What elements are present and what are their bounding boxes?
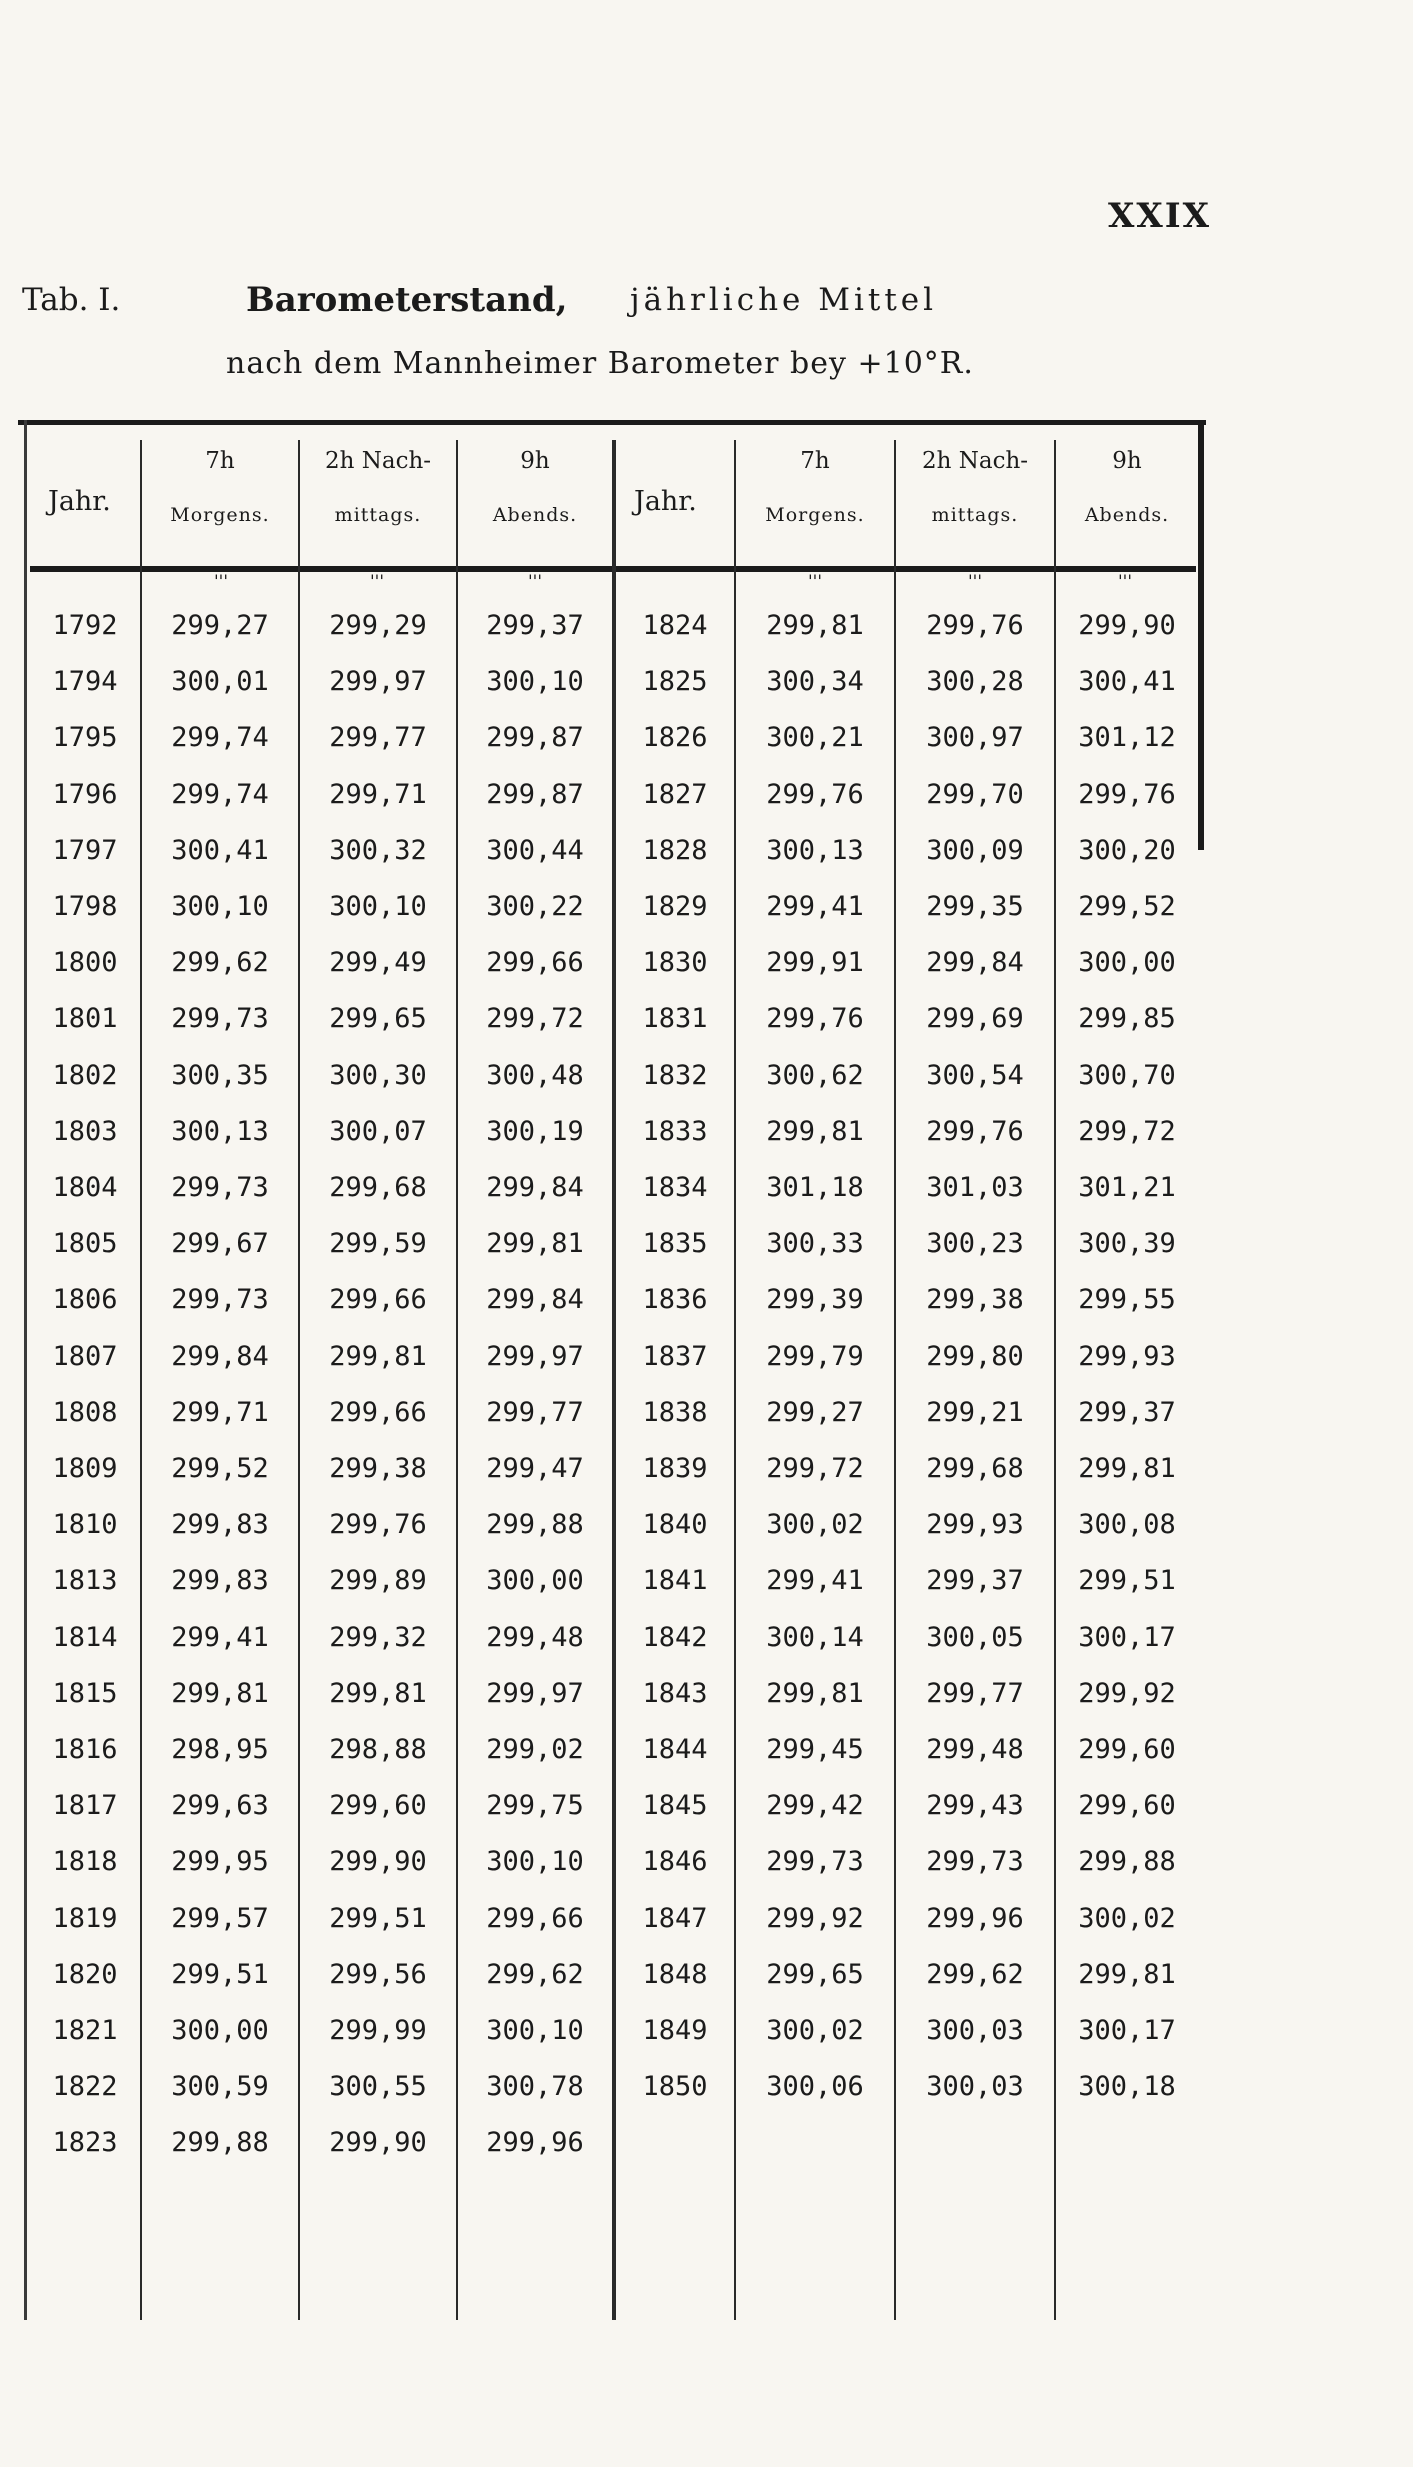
- evening-cell: 300,70: [1078, 1059, 1176, 1091]
- morning-cell: 299,73: [171, 1172, 269, 1203]
- afternoon-cell: 299,21: [926, 1396, 1024, 1428]
- evening-cell: 299,88: [486, 1509, 584, 1541]
- header-evening-left: [458, 448, 612, 526]
- evening-cell: 299,51: [1078, 1565, 1176, 1597]
- evening-cell: 299,76: [1078, 778, 1176, 810]
- year-cell: 1837: [642, 1340, 708, 1372]
- afternoon-cell: 299,77: [329, 722, 427, 754]
- year-cell: 1796: [52, 778, 118, 810]
- table-row: [0, 1453, 1413, 1509]
- morning-cell: 299,73: [766, 1846, 864, 1878]
- evening-cell: 300,19: [486, 1115, 584, 1147]
- table-row: [0, 2071, 1413, 2127]
- evening-cell: 299,97: [486, 1677, 584, 1709]
- afternoon-cell: 299,65: [329, 1003, 427, 1035]
- header-morning-bottom: Morgens.: [170, 504, 270, 526]
- table-row: [0, 722, 1413, 778]
- afternoon-cell: 299,70: [926, 778, 1024, 810]
- year-cell: 1843: [642, 1677, 708, 1709]
- year-cell: 1817: [52, 1790, 118, 1822]
- evening-cell: 300,10: [486, 666, 584, 698]
- year-cell: 1797: [52, 834, 118, 866]
- morning-cell: 299,72: [766, 1453, 864, 1484]
- evening-cell: 299,81: [1078, 1453, 1176, 1484]
- afternoon-cell: 298,88: [329, 1734, 427, 1765]
- table-row: [0, 1790, 1413, 1846]
- afternoon-cell: 300,23: [926, 1228, 1024, 1260]
- afternoon-cell: 299,71: [329, 778, 427, 810]
- afternoon-cell: 299,76: [329, 1509, 427, 1541]
- header-afternoon-bottom: mittags.: [334, 504, 422, 526]
- afternoon-cell: 299,80: [926, 1340, 1024, 1372]
- header-afternoon-top: 2h Nach-: [921, 448, 1029, 474]
- morning-cell: 299,76: [766, 778, 864, 810]
- morning-cell: 299,42: [766, 1790, 864, 1822]
- table-top-rule: [18, 420, 1206, 425]
- evening-cell: 300,18: [1078, 2071, 1176, 2103]
- table-row: [0, 779, 1413, 835]
- year-cell: 1827: [642, 778, 708, 810]
- morning-cell: 300,62: [766, 1059, 864, 1091]
- year-cell: 1809: [52, 1453, 118, 1484]
- evening-cell: 300,39: [1078, 1228, 1176, 1260]
- evening-cell: 299,72: [486, 1003, 584, 1035]
- year-cell: 1805: [52, 1228, 118, 1260]
- table-row: [0, 1903, 1413, 1959]
- morning-cell: 299,41: [766, 891, 864, 922]
- evening-cell: 299,84: [486, 1172, 584, 1203]
- morning-cell: 299,57: [171, 1902, 269, 1934]
- year-cell: 1826: [642, 722, 708, 754]
- afternoon-cell: 299,68: [926, 1453, 1024, 1484]
- morning-cell: 300,01: [171, 666, 269, 698]
- year-cell: 1801: [52, 1003, 118, 1035]
- year-cell: 1792: [52, 610, 118, 641]
- morning-cell: 299,62: [171, 947, 269, 979]
- table-row: [0, 1397, 1413, 1453]
- morning-cell: 300,06: [766, 2071, 864, 2103]
- afternoon-cell: 300,10: [329, 891, 427, 922]
- year-cell: 1816: [52, 1734, 118, 1765]
- unit-mark: ''': [967, 572, 983, 592]
- year-cell: 1806: [52, 1284, 118, 1316]
- year-cell: 1808: [52, 1396, 118, 1428]
- year-cell: 1802: [52, 1059, 118, 1091]
- afternoon-cell: 299,43: [926, 1790, 1024, 1822]
- morning-cell: 299,83: [171, 1509, 269, 1541]
- year-cell: 1849: [642, 2015, 708, 2046]
- morning-cell: 299,81: [766, 1677, 864, 1709]
- morning-cell: 299,88: [171, 2127, 269, 2159]
- year-cell: 1807: [52, 1340, 118, 1372]
- afternoon-cell: 300,97: [926, 722, 1024, 754]
- evening-cell: 299,52: [1078, 891, 1176, 922]
- afternoon-cell: 299,97: [329, 666, 427, 698]
- afternoon-cell: 300,28: [926, 666, 1024, 698]
- table-row: [0, 1565, 1413, 1621]
- afternoon-cell: 300,09: [926, 834, 1024, 866]
- year-cell: 1836: [642, 1284, 708, 1316]
- morning-cell: 299,79: [766, 1340, 864, 1372]
- morning-cell: 299,84: [171, 1340, 269, 1372]
- evening-cell: 300,00: [486, 1565, 584, 1597]
- year-cell: 1850: [642, 2071, 708, 2103]
- afternoon-cell: 299,51: [329, 1902, 427, 1934]
- header-year-left: Jahr.: [48, 486, 111, 517]
- morning-cell: 299,81: [171, 1677, 269, 1709]
- year-cell: 1813: [52, 1565, 118, 1597]
- afternoon-cell: 299,73: [926, 1846, 1024, 1878]
- table-row: [0, 1959, 1413, 2015]
- year-cell: 1815: [52, 1677, 118, 1709]
- afternoon-cell: 299,84: [926, 947, 1024, 979]
- afternoon-cell: 299,68: [329, 1172, 427, 1203]
- morning-cell: 299,41: [766, 1565, 864, 1597]
- table-row: [0, 610, 1413, 666]
- table-row: [0, 1678, 1413, 1734]
- morning-cell: 299,76: [766, 1003, 864, 1035]
- afternoon-cell: 299,48: [926, 1734, 1024, 1765]
- year-cell: 1820: [52, 1958, 118, 1990]
- header-year-right: Jahr.: [634, 486, 697, 517]
- header-morning-left: [142, 448, 298, 526]
- evening-cell: 300,02: [1078, 1902, 1176, 1934]
- afternoon-cell: 299,76: [926, 1115, 1024, 1147]
- header-morning-top: 7h: [800, 448, 830, 474]
- header-afternoon-right: [896, 448, 1054, 526]
- evening-cell: 300,48: [486, 1059, 584, 1091]
- afternoon-cell: 299,93: [926, 1509, 1024, 1541]
- morning-cell: 299,63: [171, 1790, 269, 1822]
- year-cell: 1798: [52, 891, 118, 922]
- evening-cell: 299,97: [486, 1340, 584, 1372]
- morning-cell: 300,02: [766, 2015, 864, 2046]
- morning-cell: 299,39: [766, 1284, 864, 1316]
- year-cell: 1841: [642, 1565, 708, 1597]
- year-cell: 1835: [642, 1228, 708, 1260]
- morning-cell: 298,95: [171, 1734, 269, 1765]
- morning-cell: 301,18: [766, 1172, 864, 1203]
- year-cell: 1821: [52, 2015, 118, 2046]
- evening-cell: 299,47: [486, 1453, 584, 1484]
- header-evening-top: 9h: [520, 448, 550, 474]
- table-row: [0, 1846, 1413, 1902]
- morning-cell: 299,81: [766, 1115, 864, 1147]
- year-cell: 1832: [642, 1059, 708, 1091]
- afternoon-cell: 299,96: [926, 1902, 1024, 1934]
- year-cell: 1848: [642, 1958, 708, 1990]
- morning-cell: 299,81: [766, 610, 864, 641]
- evening-cell: 300,10: [486, 2015, 584, 2046]
- year-cell: 1814: [52, 1621, 118, 1653]
- table-row: [0, 2127, 1413, 2183]
- afternoon-cell: 299,81: [329, 1340, 427, 1372]
- afternoon-cell: 299,59: [329, 1228, 427, 1260]
- morning-cell: 299,27: [171, 610, 269, 641]
- morning-cell: 299,74: [171, 778, 269, 810]
- evening-cell: 299,66: [486, 947, 584, 979]
- table-row: [0, 1003, 1413, 1059]
- afternoon-cell: 300,05: [926, 1621, 1024, 1653]
- table-row: [0, 835, 1413, 891]
- evening-cell: 301,21: [1078, 1172, 1176, 1203]
- afternoon-cell: 300,03: [926, 2015, 1024, 2046]
- evening-cell: 299,37: [486, 610, 584, 641]
- header-evening-bottom: Abends.: [492, 504, 578, 526]
- year-cell: 1819: [52, 1902, 118, 1934]
- morning-cell: 299,73: [171, 1003, 269, 1035]
- unit-mark: ''': [1117, 572, 1133, 592]
- header-morning-bottom: Morgens.: [765, 504, 865, 526]
- evening-cell: 299,90: [1078, 610, 1176, 641]
- evening-cell: 300,20: [1078, 834, 1176, 866]
- table-row: [0, 1116, 1413, 1172]
- year-cell: 1831: [642, 1003, 708, 1035]
- unit-mark: ''': [369, 572, 385, 592]
- table-row: [0, 1284, 1413, 1340]
- table-row: [0, 1341, 1413, 1397]
- afternoon-cell: 299,35: [926, 891, 1024, 922]
- table-subtitle: nach dem Mannheimer Barometer bey +10°R.: [226, 346, 974, 381]
- unit-mark: ''': [527, 572, 543, 592]
- year-cell: 1825: [642, 666, 708, 698]
- table-row: [0, 1228, 1413, 1284]
- header-evening-bottom: Abends.: [1084, 504, 1170, 526]
- header-evening-right: [1056, 448, 1198, 526]
- afternoon-cell: 300,03: [926, 2071, 1024, 2103]
- afternoon-cell: 299,37: [926, 1565, 1024, 1597]
- table-row: [0, 891, 1413, 947]
- evening-cell: 300,22: [486, 891, 584, 922]
- year-cell: 1830: [642, 947, 708, 979]
- morning-cell: 299,92: [766, 1902, 864, 1934]
- evening-cell: 300,08: [1078, 1509, 1176, 1541]
- year-cell: 1818: [52, 1846, 118, 1878]
- year-cell: 1844: [642, 1734, 708, 1765]
- morning-cell: 300,41: [171, 834, 269, 866]
- morning-cell: 300,13: [171, 1115, 269, 1147]
- morning-cell: 300,33: [766, 1228, 864, 1260]
- morning-cell: 300,00: [171, 2015, 269, 2046]
- evening-cell: 299,92: [1078, 1677, 1176, 1709]
- afternoon-cell: 301,03: [926, 1172, 1024, 1203]
- evening-cell: 299,37: [1078, 1396, 1176, 1428]
- morning-cell: 299,65: [766, 1958, 864, 1990]
- table-row: [0, 1622, 1413, 1678]
- afternoon-cell: 299,49: [329, 947, 427, 979]
- morning-cell: 299,95: [171, 1846, 269, 1878]
- table-title: Barometerstand,: [246, 280, 568, 320]
- evening-cell: 300,10: [486, 1846, 584, 1878]
- evening-cell: 299,81: [486, 1228, 584, 1260]
- afternoon-cell: 299,56: [329, 1958, 427, 1990]
- afternoon-cell: 299,99: [329, 2015, 427, 2046]
- year-cell: 1800: [52, 947, 118, 979]
- table-row: [0, 1509, 1413, 1565]
- evening-cell: 299,62: [486, 1958, 584, 1990]
- morning-cell: 300,21: [766, 722, 864, 754]
- afternoon-cell: 300,54: [926, 1059, 1024, 1091]
- morning-cell: 300,02: [766, 1509, 864, 1541]
- afternoon-cell: 299,38: [329, 1453, 427, 1484]
- afternoon-cell: 299,38: [926, 1284, 1024, 1316]
- year-cell: 1842: [642, 1621, 708, 1653]
- evening-cell: 299,87: [486, 778, 584, 810]
- afternoon-cell: 300,32: [329, 834, 427, 866]
- afternoon-cell: 299,69: [926, 1003, 1024, 1035]
- evening-cell: 299,77: [486, 1396, 584, 1428]
- evening-cell: 299,93: [1078, 1340, 1176, 1372]
- morning-cell: 299,71: [171, 1396, 269, 1428]
- unit-mark: ''': [213, 572, 229, 592]
- afternoon-cell: 299,60: [329, 1790, 427, 1822]
- year-cell: 1795: [52, 722, 118, 754]
- afternoon-cell: 299,90: [329, 2127, 427, 2159]
- evening-cell: 299,96: [486, 2127, 584, 2159]
- year-cell: 1846: [642, 1846, 708, 1878]
- afternoon-cell: 300,55: [329, 2071, 427, 2103]
- year-cell: 1834: [642, 1172, 708, 1203]
- evening-cell: 300,17: [1078, 1621, 1176, 1653]
- morning-cell: 299,51: [171, 1958, 269, 1990]
- header-evening-top: 9h: [1112, 448, 1142, 474]
- morning-cell: 299,27: [766, 1396, 864, 1428]
- evening-cell: 299,60: [1078, 1790, 1176, 1822]
- morning-cell: 300,59: [171, 2071, 269, 2103]
- evening-cell: 299,72: [1078, 1115, 1176, 1147]
- header-afternoon-top: 2h Nach-: [324, 448, 432, 474]
- year-cell: 1847: [642, 1902, 708, 1934]
- year-cell: 1840: [642, 1509, 708, 1541]
- afternoon-cell: 299,89: [329, 1565, 427, 1597]
- header-morning-top: 7h: [205, 448, 235, 474]
- page-number: XXIX: [1108, 196, 1212, 236]
- morning-cell: 300,34: [766, 666, 864, 698]
- afternoon-cell: 299,29: [329, 610, 427, 641]
- table-row: [0, 1060, 1413, 1116]
- morning-cell: 299,52: [171, 1453, 269, 1484]
- afternoon-cell: 300,07: [329, 1115, 427, 1147]
- evening-cell: 300,44: [486, 834, 584, 866]
- evening-cell: 299,60: [1078, 1734, 1176, 1765]
- afternoon-cell: 299,76: [926, 610, 1024, 641]
- morning-cell: 299,67: [171, 1228, 269, 1260]
- year-cell: 1829: [642, 891, 708, 922]
- table-row: [0, 1734, 1413, 1790]
- year-cell: 1810: [52, 1509, 118, 1541]
- year-cell: 1838: [642, 1396, 708, 1428]
- afternoon-cell: 299,66: [329, 1284, 427, 1316]
- evening-cell: 299,48: [486, 1621, 584, 1653]
- evening-cell: 301,12: [1078, 722, 1176, 754]
- table-label: Tab. I.: [22, 282, 121, 318]
- evening-cell: 299,66: [486, 1902, 584, 1934]
- morning-cell: 300,35: [171, 1059, 269, 1091]
- table-row: [0, 2015, 1413, 2071]
- year-cell: 1823: [52, 2127, 118, 2159]
- year-cell: 1845: [642, 1790, 708, 1822]
- afternoon-cell: 300,30: [329, 1059, 427, 1091]
- evening-cell: 299,81: [1078, 1958, 1176, 1990]
- evening-cell: 299,75: [486, 1790, 584, 1822]
- evening-cell: 299,85: [1078, 1003, 1176, 1035]
- year-cell: 1839: [642, 1453, 708, 1484]
- afternoon-cell: 299,90: [329, 1846, 427, 1878]
- morning-cell: 299,91: [766, 947, 864, 979]
- unit-mark: ''': [807, 572, 823, 592]
- evening-cell: 299,88: [1078, 1846, 1176, 1878]
- evening-cell: 300,41: [1078, 666, 1176, 698]
- header-afternoon-bottom: mittags.: [931, 504, 1019, 526]
- header-afternoon-left: [300, 448, 456, 526]
- table-row: [0, 1172, 1413, 1228]
- evening-cell: 299,02: [486, 1734, 584, 1765]
- year-cell: 1804: [52, 1172, 118, 1203]
- year-cell: 1824: [642, 610, 708, 641]
- morning-cell: 299,45: [766, 1734, 864, 1765]
- table-row: [0, 666, 1413, 722]
- year-cell: 1833: [642, 1115, 708, 1147]
- morning-cell: 300,14: [766, 1621, 864, 1653]
- evening-cell: 299,87: [486, 722, 584, 754]
- morning-cell: 299,74: [171, 722, 269, 754]
- afternoon-cell: 299,81: [329, 1677, 427, 1709]
- morning-cell: 299,41: [171, 1621, 269, 1653]
- afternoon-cell: 299,32: [329, 1621, 427, 1653]
- table-row: [0, 947, 1413, 1003]
- year-cell: 1803: [52, 1115, 118, 1147]
- afternoon-cell: 299,66: [329, 1396, 427, 1428]
- evening-cell: 300,17: [1078, 2015, 1176, 2046]
- morning-cell: 300,10: [171, 891, 269, 922]
- year-cell: 1794: [52, 666, 118, 698]
- year-cell: 1828: [642, 834, 708, 866]
- morning-cell: 300,13: [766, 834, 864, 866]
- header-morning-right: [736, 448, 894, 526]
- evening-cell: 300,00: [1078, 947, 1176, 979]
- morning-cell: 299,73: [171, 1284, 269, 1316]
- evening-cell: 299,55: [1078, 1284, 1176, 1316]
- afternoon-cell: 299,77: [926, 1677, 1024, 1709]
- year-cell: 1822: [52, 2071, 118, 2103]
- morning-cell: 299,83: [171, 1565, 269, 1597]
- evening-cell: 300,78: [486, 2071, 584, 2103]
- table-title-continuation: jährliche Mittel: [630, 282, 938, 318]
- evening-cell: 299,84: [486, 1284, 584, 1316]
- afternoon-cell: 299,62: [926, 1958, 1024, 1990]
